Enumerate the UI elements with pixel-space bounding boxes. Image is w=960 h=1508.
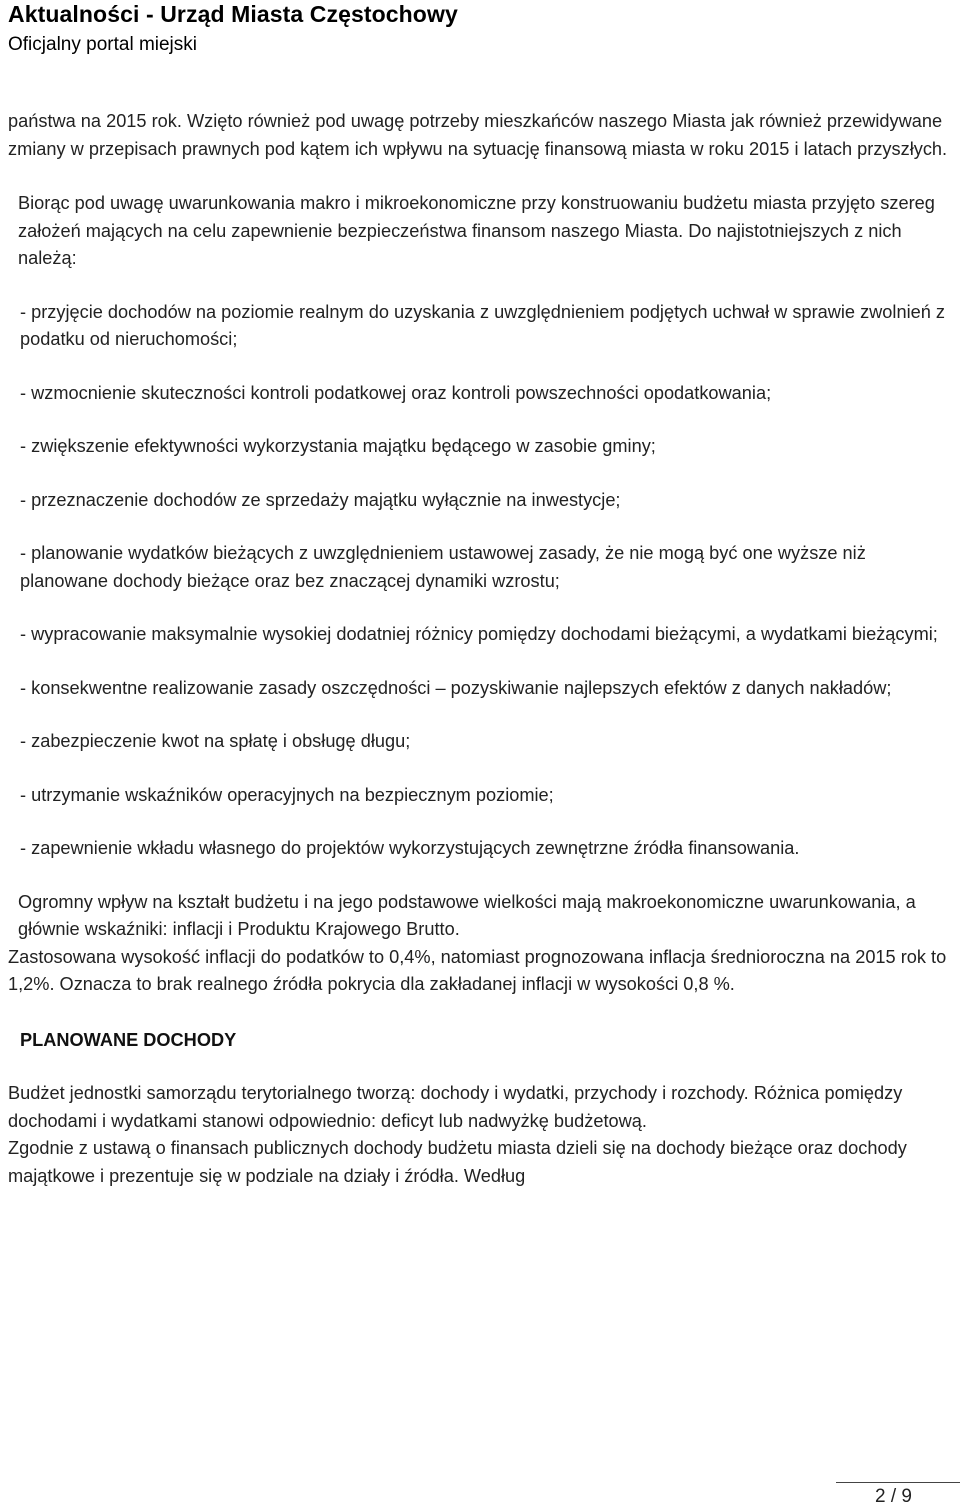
- site-subtitle: Oficjalny portal miejski: [8, 34, 197, 55]
- list-item: - konsekwentne realizowanie zasady oszczędności – pozyskiwanie najlepszych efektów z danych nakładów;: [20, 677, 892, 698]
- list-item: - planowanie wydatków bieżących z uwzględnieniem ustawowej zasady, że nie mogą być one wyższe niż planowane dochody bieżące oraz bez znaczącej dynamiki wzrostu;: [20, 543, 866, 591]
- list-item: - zwiększenie efektywności wykorzystania majątku będącego w zasobie gminy;: [20, 436, 656, 456]
- list-item: - przeznaczenie dochodów ze sprzedaży majątku wyłącznie na inwestycje;: [20, 489, 621, 510]
- paragraph-budget-structure: Budżet jednostki samorządu terytorialnego tworzą: dochody i wydatki, przychody i rozchody. Różnica pomiędzy dochodami i wydatkami stanowi odpowiednio: deficyt lub nadwyżkę budżetową.: [8, 1083, 903, 1131]
- paragraph-intro: państwa na 2015 rok. Wzięto również pod uwagę potrzeby mieszkańców naszego Miasta jak również przewidywane zmiany w przepisach prawnych pod kątem ich wpływu na sytuację finansową miasta w roku 2015 i latach przyszłych.: [8, 111, 948, 159]
- paragraph-macro-influence: Ogromny wpływ na kształt budżetu i na jego podstawowe wielkości mają makroekonomiczne uwarunkowania, a głównie wskaźniki: inflacji i Produktu Krajowego Brutto.: [18, 891, 916, 939]
- list-item: - zapewnienie wkładu własnego do projektów wykorzystujących zewnętrzne źródła finansowania.: [20, 838, 800, 858]
- paragraph-income-division: Zgodnie z ustawą o finansach publicznych dochody budżetu miasta dzieli się na dochody bieżące oraz dochody majątkowe i prezentuje się w podziale na działy i źródła. Według: [8, 1138, 907, 1186]
- site-title: Aktualności - Urząd Miasta Częstochowy: [8, 1, 458, 27]
- section-heading: PLANOWANE DOCHODY: [20, 1029, 237, 1050]
- document-header: [8, 0, 952, 58]
- paragraph-assumptions: Biorąc pod uwagę uwarunkowania makro i mikroekonomiczne przy konstruowaniu budżetu miasta przyjęto szereg założeń mających na celu zapewnienie bezpieczeństwa finansom naszego Miasta. Do najistotniejszych z nich należą:: [18, 193, 935, 268]
- page-number: 2 / 9: [875, 1486, 912, 1507]
- list-item: - zabezpieczenie kwot na spłatę i obsługę długu;: [20, 731, 411, 751]
- list-item: - wzmocnienie skuteczności kontroli podatkowej oraz kontroli powszechności opodatkowania;: [20, 382, 772, 403]
- footer-divider: [836, 1482, 960, 1483]
- paragraph-inflation: Zastosowana wysokość inflacji do podatków to 0,4%, natomiast prognozowana inflacja średnioroczna na 2015 rok to 1,2%. Oznacza to brak realnego źródła pokrycia dla zakładanej inflacji w wysokości 0,8 %.: [8, 946, 947, 994]
- document-body: [8, 108, 954, 1190]
- list-item: - wypracowanie maksymalnie wysokiej dodatniej różnicy pomiędzy dochodami bieżącymi, a wydatkami bieżącymi;: [20, 624, 938, 644]
- list-item: - utrzymanie wskaźników operacyjnych na bezpiecznym poziomie;: [20, 784, 554, 805]
- list-item: - przyjęcie dochodów na poziomie realnym do uzyskania z uwzględnieniem podjętych uchwał w sprawie zwolnień z podatku od nieruchomości;: [20, 301, 945, 349]
